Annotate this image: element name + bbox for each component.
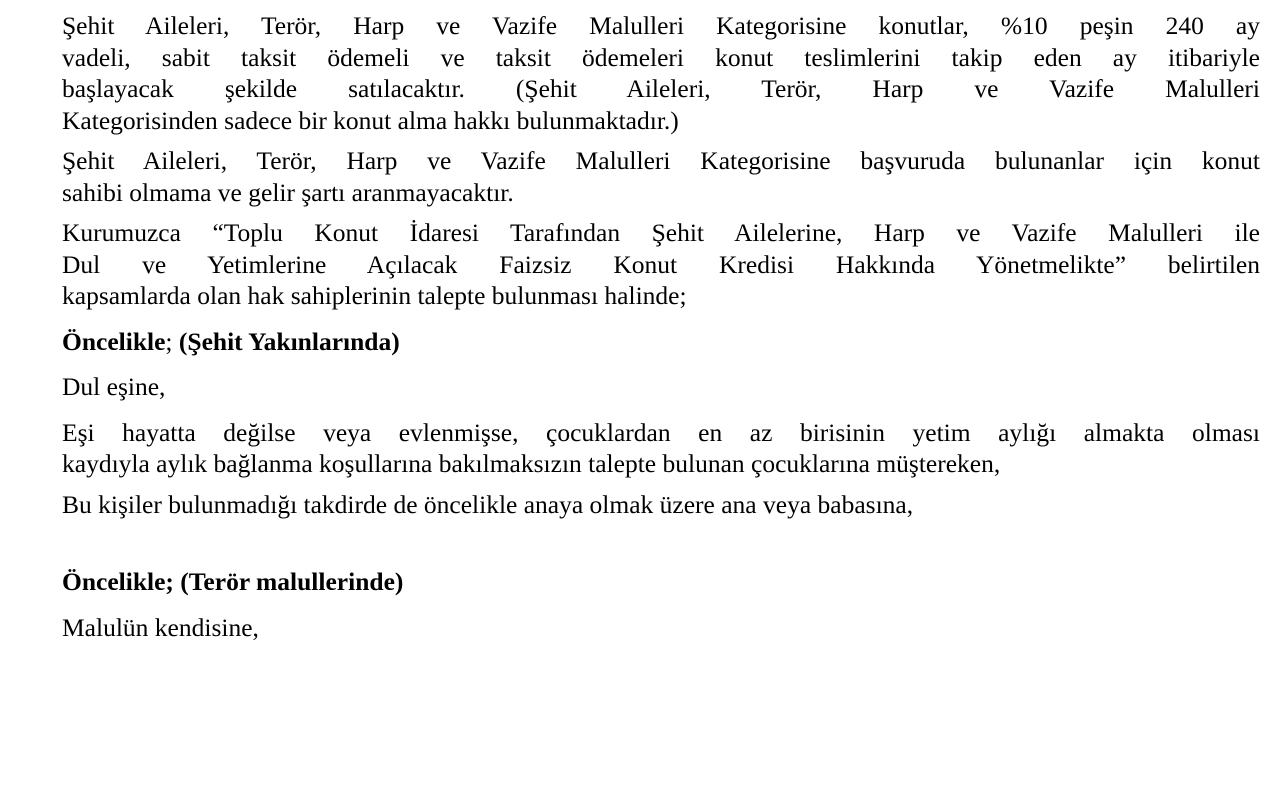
paragraph-disabled-self: [62, 612, 1260, 644]
paragraph-parents: [62, 489, 1260, 521]
text-line: Kurumuzca “Toplu Konut İdaresi Tarafından Şehit Ailelerine, Harp ve Vazife Malulleri ile: [62, 218, 1260, 247]
text-line: Dul ve Yetimlerine Açılacak Faizsiz Konut Kredisi Hakkında Yönetmelikte” belirtilen: [62, 249, 1260, 279]
heading-priority-word: Öncelikle: [62, 326, 166, 356]
text-line: Kategorisinden sadece bir konut alma hakkı bulunmaktadır.): [62, 105, 679, 135]
text-line: Dul eşine,: [62, 372, 166, 401]
heading-terror-disabled: Öncelikle; (Terör malullerinde): [62, 567, 404, 596]
heading-martyr-relatives: [62, 326, 1260, 358]
paragraph-children: [62, 417, 1260, 480]
text-line: Bu kişiler bulunmadığı takdirde de öncelikle anaya olmak üzere ana veya babasına,: [62, 489, 914, 519]
text-line: sahibi olmama ve gelir şartı aranmayacaktır.: [62, 177, 514, 207]
document-body: [62, 10, 1260, 643]
paragraph-eligibility: [62, 145, 1260, 208]
heading-separator: ;: [165, 326, 179, 356]
paragraph-widow: [62, 371, 1260, 403]
text-line: kaydıyla aylık bağlanma koşullarına bakılmaksızın talepte bulunan çocuklarına müştereken,: [62, 449, 1001, 478]
paragraph-regulation: [62, 217, 1260, 312]
text-line: Malulün kendisine,: [62, 612, 259, 642]
text-line: kapsamlarda olan hak sahiplerinin talepte bulunması halinde;: [62, 281, 687, 310]
text-line: Şehit Aileleri, Terör, Harp ve Vazife Malulleri Kategorisine başvuruda bulunanlar için konut: [62, 146, 1260, 175]
text-line: Şehit Aileleri, Terör, Harp ve Vazife Malulleri Kategorisine konutlar, %10 peşin 240 ay: [62, 11, 1260, 40]
heading-category: (Şehit Yakınlarında): [178, 326, 400, 356]
text-line: vadeli, sabit taksit ödemeli ve taksit ödemeleri konut teslimlerini takip eden ay itibariyle: [62, 42, 1260, 72]
text-line: başlayacak şekilde satılacaktır. (Şehit Aileleri, Terör, Harp ve Vazife Malulleri: [62, 74, 1260, 103]
text-line: Eşi hayatta değilse veya evlenmişse, çocuklardan en az birisinin yetim aylığı almakta olması: [62, 417, 1260, 447]
paragraph-sale-terms: [62, 10, 1260, 136]
